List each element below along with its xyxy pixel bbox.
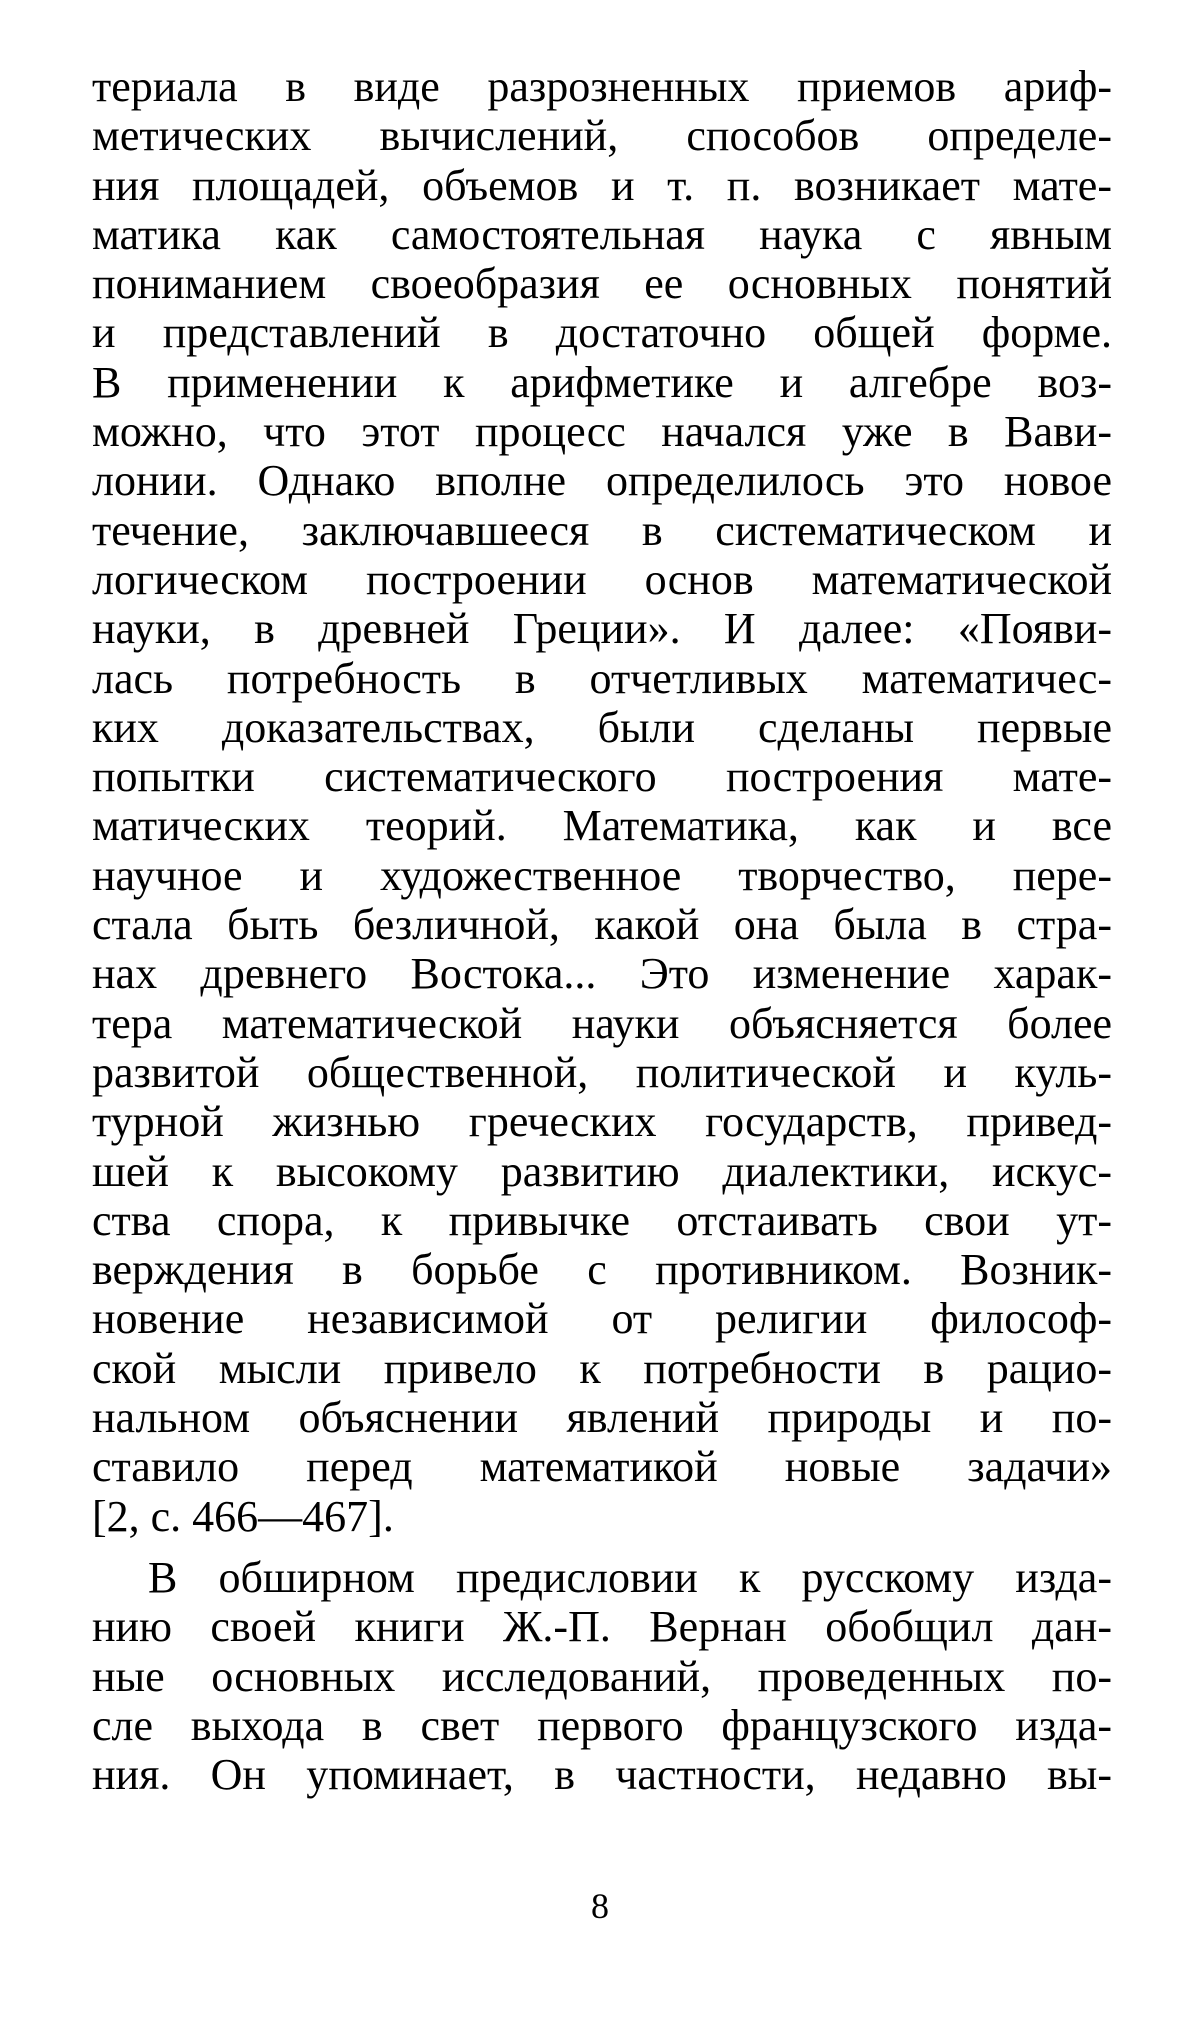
text-line: попытки систематического построения мате- [92, 752, 1112, 802]
text-line: ния. Он упоминает, в частности, недавно вы- [92, 1750, 1112, 1800]
text-line: научное и художественное творчество, пере- [92, 850, 1112, 900]
text-line: ставило перед математикой новые задачи» [92, 1442, 1112, 1492]
text-line: ких доказательствах, были сделаны первые [92, 702, 1112, 752]
text-line: В применении к арифметике и алгебре воз- [92, 357, 1112, 407]
text-line: териала в виде разрозненных приемов ариф- [92, 62, 1112, 111]
text-line: развитой общественной, политической и куль- [92, 1047, 1112, 1097]
text-line: можно, что этот процесс начался уже в Вави- [92, 407, 1112, 457]
text-line: науки, в древней Греции». И далее: «Появи- [92, 604, 1112, 654]
text-line: пониманием своеобразия ее основных понятий [92, 259, 1112, 309]
paragraph-1 [92, 62, 1112, 1541]
text-line: новение независимой от религии философ- [92, 1294, 1112, 1344]
text-line: [2, с. 466—467]. [92, 1491, 394, 1541]
text-line: метических вычислений, способов определе- [92, 111, 1112, 161]
text-line: тера математической науки объясняется более [92, 998, 1112, 1048]
text-line: В обширном предисловии к русскому изда- [148, 1552, 1112, 1602]
paragraph-gap [92, 1541, 1112, 1553]
text-line: сле выхода в свет первого французского изда- [92, 1700, 1112, 1750]
page-number: 8 [591, 1886, 609, 1926]
body-text [92, 62, 1112, 1799]
text-line: лась потребность в отчетливых математичес- [92, 653, 1112, 703]
text-line: лонии. Однако вполне определилось это новое [92, 456, 1112, 506]
text-line: нах древнего Востока... Это изменение харак- [92, 949, 1112, 999]
text-line: логическом построении основ математической [92, 554, 1112, 604]
text-line: матика как самостоятельная наука с явным [92, 209, 1112, 259]
text-line: турной жизнью греческих государств, привед- [92, 1097, 1112, 1147]
text-line: нию своей книги Ж.-П. Вернан обобщил дан- [92, 1602, 1112, 1652]
text-line: матических теорий. Математика, как и все [92, 801, 1112, 851]
text-line: течение, заключавшееся в систематическом и [92, 505, 1112, 555]
text-line: верждения в борьбе с противником. Возник- [92, 1245, 1112, 1295]
text-line: шей к высокому развитию диалектики, искус- [92, 1146, 1112, 1196]
text-line: ные основных исследований, проведенных по- [92, 1651, 1112, 1701]
text-line: нальном объяснении явлений природы и по- [92, 1393, 1112, 1443]
text-line: ской мысли привело к потребности в рацио- [92, 1343, 1112, 1393]
text-line: и представлений в достаточно общей форме. [92, 308, 1112, 358]
text-line: стала быть безличной, какой она была в стра- [92, 900, 1112, 950]
paragraph-2 [92, 1553, 1112, 1799]
text-line: ства спора, к привычке отстаивать свои ут- [92, 1195, 1112, 1245]
text-line: ния площадей, объемов и т. п. возникает мате- [92, 160, 1112, 210]
